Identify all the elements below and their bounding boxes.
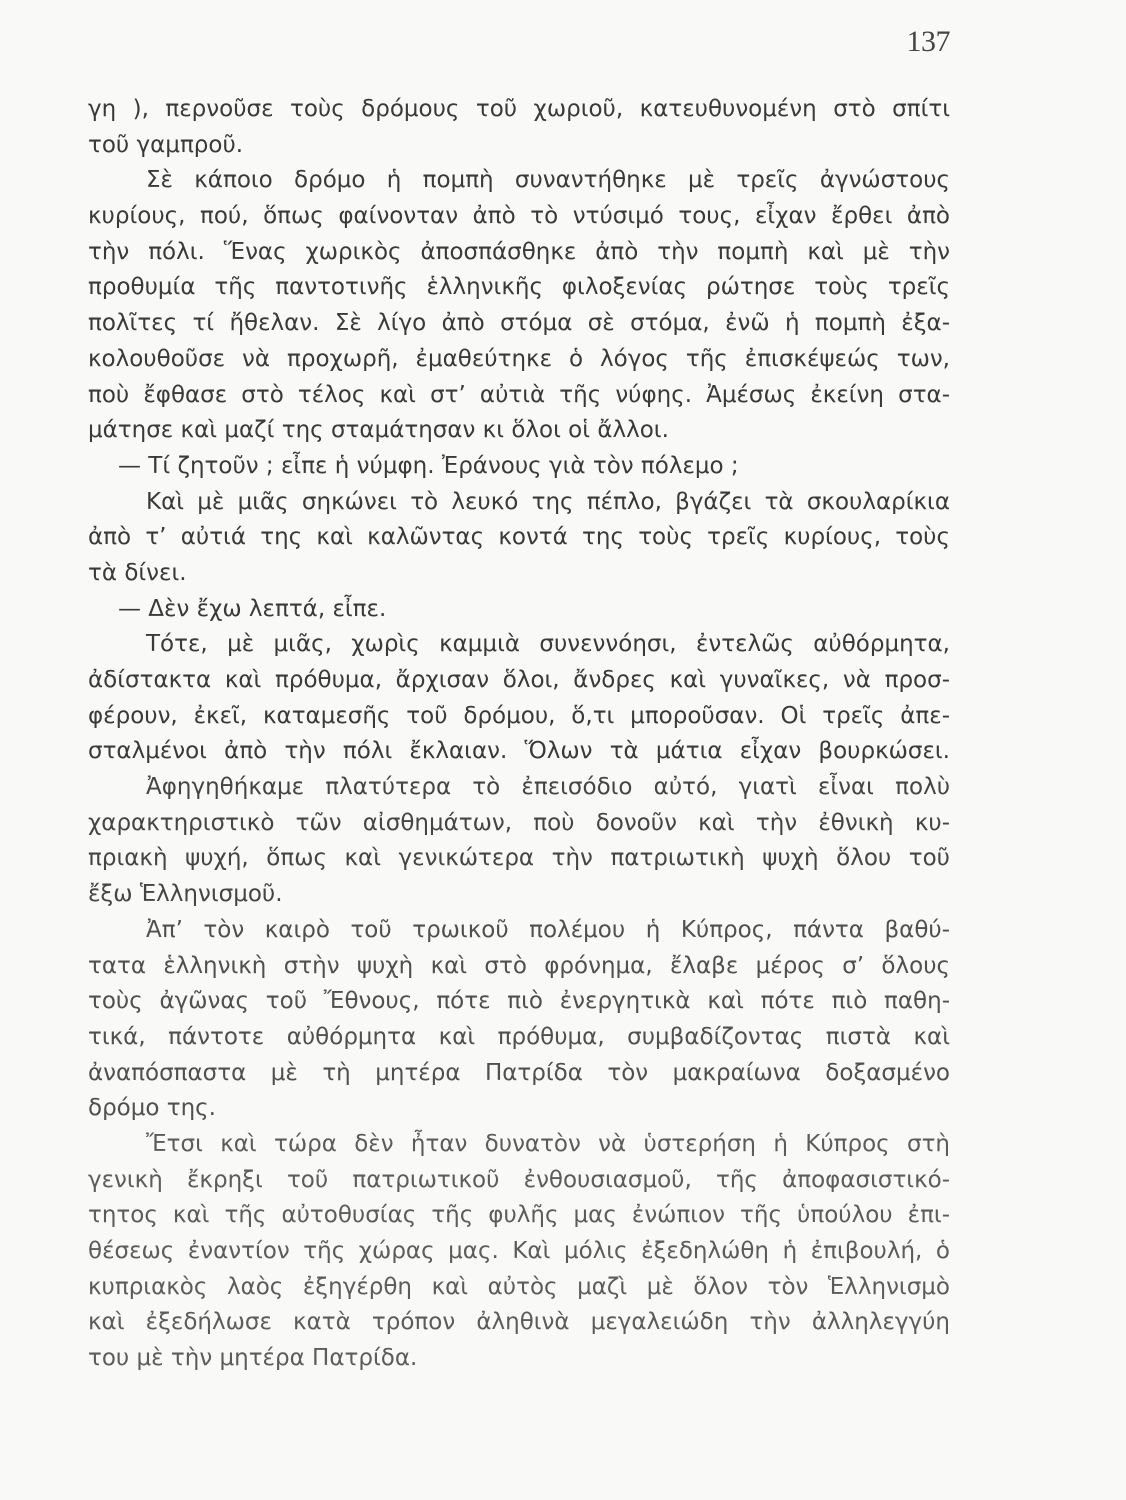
text-line: πριακὴ ψυχή, ὅπως καὶ γενικώτερα τὴν πατριωτικὴ ψυχὴ ὅλου τοῦ [88, 845, 950, 872]
dialogue-paragraph [88, 449, 950, 485]
text-line: — Τί ζητοῦν ; εἶπε ἡ νύμφη. Ἐράνους γιὰ τὸν πόλεμο ; [118, 452, 739, 479]
text-line: του μὲ τὴν μητέρα Πατρίδα. [88, 1345, 418, 1372]
paragraph [88, 163, 950, 449]
text-line: Σὲ κάποιο δρόμο ἡ πομπὴ συναντήθηκε μὲ τρεῖς ἀγνώστους [146, 167, 950, 194]
text-line: ἀδίστακτα καὶ πρόθυμα, ἄρχισαν ὅλοι, ἄνδρες καὶ γυναῖκες, νὰ προσ- [88, 667, 950, 693]
paragraph [88, 485, 950, 592]
paragraph [88, 627, 950, 770]
text-line: γη ), περνοῦσε τοὺς δρόμους τοῦ χωριοῦ, κατευθυνομένη στὸ σπίτι [88, 96, 950, 122]
text-line: κυπριακὸς λαὸς ἐξηγέρθη καὶ αὐτὸς μαζὶ μὲ ὅλον τὸν Ἑλληνισμὸ [88, 1273, 950, 1300]
text-line: — Δὲν ἔχω λεπτά, εἶπε. [118, 595, 387, 622]
text-line: τητος καὶ τῆς αὐτοθυσίας τῆς φυλῆς μας ἐνώπιον τῆς ὑπούλου ἐπι- [88, 1202, 950, 1229]
body-text [88, 92, 950, 1377]
text-line: προθυμία τῆς παντοτινῆς ἑλληνικῆς φιλοξενίας ρώτησε τοὺς τρεῖς [88, 274, 950, 301]
text-line: ἔξω Ἑλληνισμοῦ. [88, 881, 283, 908]
text-line: τὴν πόλι. Ἕνας χωρικὸς ἀποσπάσθηκε ἀπὸ τὴν πομπὴ καὶ μὲ τὴν [88, 238, 950, 265]
text-line: Ἔτσι καὶ τώρα δὲν ἦταν δυνατὸν νὰ ὑστερήση ἡ Κύπρος στὴ [146, 1130, 950, 1157]
text-line: δρόμο της. [88, 1095, 216, 1122]
text-line: τικά, πάντοτε αὐθόρμητα καὶ πρόθυμα, συμβαδίζοντας πιστὰ καὶ [88, 1023, 950, 1050]
text-line: ἀπὸ τ’ αὐτιά της καὶ καλῶντας κοντά της τοὺς τρεῖς κυρίους, τοὺς [88, 524, 950, 551]
paragraph [88, 92, 950, 163]
text-line: πολῖτες τί ἤθελαν. Σὲ λίγο ἀπὸ στόμα σὲ στόμα, ἐνῶ ἡ πομπὴ ἐξα- [88, 310, 950, 337]
dialogue-paragraph [88, 592, 950, 628]
text-line: ποὺ ἔφθασε στὸ τέλος καὶ στ’ αὐτιὰ τῆς νύφης. Ἀμέσως ἐκείνη στα- [88, 381, 950, 408]
text-line: καὶ ἐξεδήλωσε κατὰ τρόπον ἀληθινὰ μεγαλειώδη τὴν ἀλληλεγγύη [88, 1309, 950, 1336]
text-line: σταλμένοι ἀπὸ τὴν πόλι ἔκλαιαν. Ὅλων τὰ μάτια εἶχαν βουρκώσει. [88, 738, 950, 765]
text-line: Καὶ μὲ μιᾶς σηκώνει τὸ λευκό της πέπλο, βγάζει τὰ σκουλαρίκια [146, 488, 950, 515]
text-line: Ἀπ’ τὸν καιρὸ τοῦ τρωικοῦ πολέμου ἡ Κύπρος, πάντα βαθύ- [146, 916, 950, 943]
paragraph [88, 770, 950, 913]
text-line: Τότε, μὲ μιᾶς, χωρὶς καμμιὰ συνεννόησι, ἐντελῶς αὐθόρμητα, [146, 631, 950, 658]
text-line: μάτησε καὶ μαζί της σταμάτησαν κι ὅλοι οἱ ἄλλοι. [88, 417, 669, 444]
text-line: τοῦ γαμπροῦ. [88, 131, 244, 158]
text-line: θέσεως ἐναντίον τῆς χώρας μας. Καὶ μόλις ἐξεδηλώθη ἡ ἐπιβουλή, ὁ [88, 1238, 950, 1264]
text-line: κολουθοῦσε νὰ προχωρῆ, ἐμαθεύτηκε ὁ λόγος τῆς ἐπισκέψεώς των, [88, 345, 950, 372]
text-line: Ἀφηγηθήκαμε πλατύτερα τὸ ἐπεισόδιο αὐτό, γιατὶ εἶναι πολὺ [146, 774, 950, 801]
page-number: 137 [906, 25, 950, 58]
text-line: φέρουν, ἐκεῖ, καταμεσῆς τοῦ δρόμου, ὅ,τι μποροῦσαν. Οἱ τρεῖς ἀπε- [88, 702, 950, 729]
paragraph [88, 1127, 950, 1377]
text-line: τοὺς ἀγῶνας τοῦ Ἔθνους, πότε πιὸ ἐνεργητικὰ καὶ πότε πιὸ παθη- [88, 988, 950, 1015]
text-line: χαρακτηριστικὸ τῶν αἰσθημάτων, ποὺ δονοῦν καὶ τὴν ἐθνικὴ κυ- [88, 809, 950, 836]
text-line: γενικὴ ἔκρηξι τοῦ πατριωτικοῦ ἐνθουσιασμοῦ, τῆς ἀποφασιστικό- [88, 1166, 950, 1193]
text-line: ἀναπόσπαστα μὲ τὴ μητέρα Πατρίδα τὸν μακραίωνα δοξασμένο [88, 1059, 950, 1086]
paragraph [88, 913, 950, 1127]
text-line: κυρίους, πού, ὅπως φαίνονταν ἀπὸ τὸ ντύσιμό τους, εἶχαν ἔρθει ἀπὸ [88, 203, 950, 230]
text-line: τατα ἑλληνικὴ στὴν ψυχὴ καὶ στὸ φρόνημα, ἔλαβε μέρος σ’ ὅλους [88, 952, 950, 979]
text-line: τὰ δίνει. [88, 559, 187, 586]
